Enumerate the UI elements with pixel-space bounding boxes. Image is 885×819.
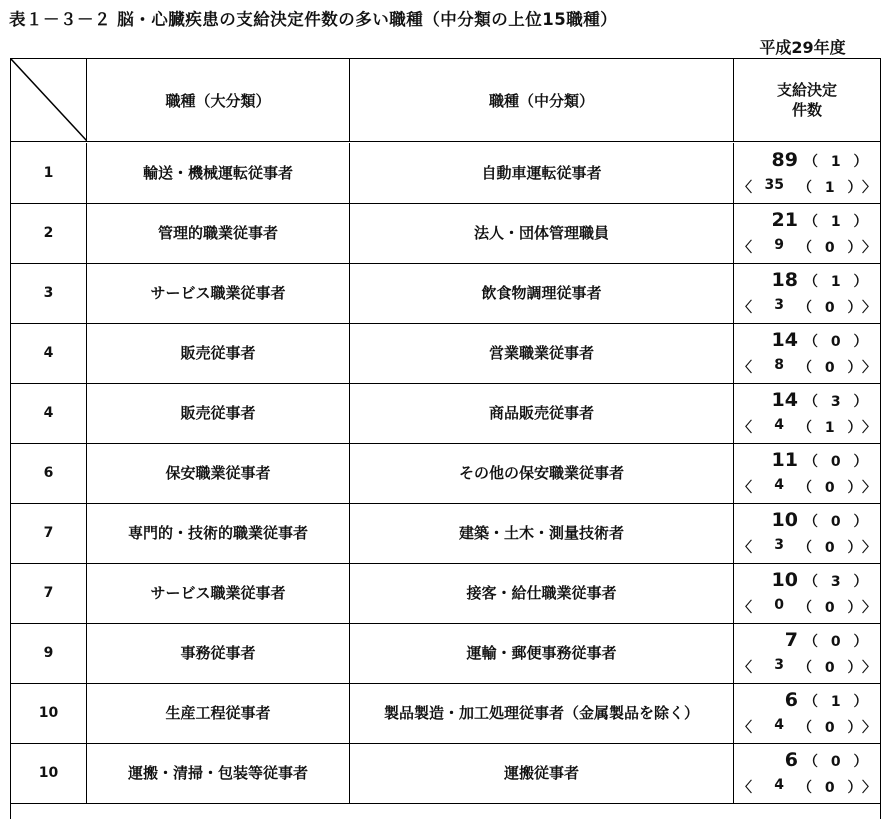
major-category-cell [87,503,350,563]
angle-bracket-close: 〉 [862,179,876,196]
count-cell [734,323,880,383]
rank-value: 3 [43,284,54,301]
count-total: 10 [771,568,798,591]
middle-category-cell [350,563,734,623]
middle-category-value: 製品製造・加工処理従事者（金属製品を除く） [383,704,699,722]
middle-category-cell [350,683,734,743]
table-title: 表１－３－２ 脳・心臓疾患の支給決定件数の多い職種（中分類の上位15職種） [9,10,618,29]
table-row [11,143,880,204]
angle-bracket-open: 〈 [738,539,752,556]
middle-category-cell [350,623,734,683]
middle-category-cell [350,263,734,323]
rank-value: 2 [43,224,54,241]
header-major-category: 職種（大分類） [87,59,350,141]
angle-bracket-close: 〉 [862,239,876,256]
major-category-cell [87,743,350,803]
angle-bracket-open: 〈 [738,239,752,256]
rank-value: 9 [43,644,54,661]
count-sub: 35 [764,176,784,193]
count-total-line [754,389,872,411]
major-category-cell [87,563,350,623]
count-total: 18 [771,268,798,291]
rank-cell [11,203,87,263]
middle-category-value: 営業職業従事者 [488,344,594,362]
table-row [11,263,880,324]
count-cell [734,623,880,683]
major-category-cell [87,203,350,263]
count-total-line [754,749,872,771]
count-sub-paren: （ 1 ） [798,179,866,196]
count-total: 11 [771,448,798,471]
count-total-paren: （ 1 ） [804,213,872,230]
count-sub-paren: （ 0 ） [798,719,866,736]
rank-cell [11,323,87,383]
middle-category-cell [350,443,734,503]
count-total: 14 [771,388,798,411]
rank-cell [11,503,87,563]
count-sub-line [734,597,880,617]
angle-bracket-open: 〈 [738,659,752,676]
fiscal-year-label: 平成29年度 [759,38,846,57]
major-category-cell [87,683,350,743]
count-sub-paren: （ 0 ） [798,539,866,556]
count-total-paren: （ 3 ） [804,393,872,410]
count-sub-line [734,657,880,677]
count-total: 10 [771,508,798,531]
middle-category-cell [350,383,734,443]
count-total-paren: （ 1 ） [804,273,872,290]
count-total-line [754,269,872,291]
middle-category-cell [350,203,734,263]
count-sub-line [734,417,880,437]
diagonal-line [11,59,87,141]
count-total-line [754,509,872,531]
middle-category-value: 運輸・郵便事務従事者 [466,644,617,662]
count-sub-paren: （ 0 ） [798,479,866,496]
count-total: 21 [771,208,798,231]
major-category-value: 運搬・清掃・包装等従事者 [127,764,308,782]
major-category-cell [87,443,350,503]
middle-category-cell [350,323,734,383]
table-row [11,323,880,384]
count-total-paren: （ 0 ） [804,513,872,530]
middle-category-value: 自動車運転従事者 [481,164,602,182]
angle-bracket-close: 〉 [862,779,876,796]
rank-value: 1 [43,164,54,181]
middle-category-value: 飲食物調理従事者 [481,284,602,302]
count-cell [734,503,880,563]
header-corner-cell [11,59,87,141]
count-cell [734,563,880,623]
count-sub-paren: （ 0 ） [798,599,866,616]
major-category-value: 生産工程従事者 [165,704,271,722]
count-total: 89 [771,148,798,171]
table-row [11,563,880,624]
middle-category-value: 運搬従事者 [503,764,579,782]
count-sub-paren: （ 0 ） [798,239,866,256]
count-cell [734,743,880,803]
major-category-value: サービス職業従事者 [150,584,286,602]
angle-bracket-open: 〈 [738,299,752,316]
angle-bracket-open: 〈 [738,479,752,496]
count-total-paren: （ 0 ） [804,453,872,470]
header-count-line2: 件数 [791,101,822,119]
count-total-line [754,449,872,471]
major-category-value: 保安職業従事者 [165,464,271,482]
count-sub: 3 [774,536,784,553]
rank-cell [11,383,87,443]
count-total-line [754,569,872,591]
major-category-cell [87,383,350,443]
count-cell [734,443,880,503]
angle-bracket-close: 〉 [862,479,876,496]
angle-bracket-open: 〈 [738,419,752,436]
count-sub-paren: （ 0 ） [798,359,866,376]
rank-cell [11,623,87,683]
rank-cell [11,443,87,503]
angle-bracket-close: 〉 [862,719,876,736]
middle-category-value: 商品販売従事者 [488,404,594,422]
major-category-cell [87,623,350,683]
major-category-value: 販売従事者 [180,404,256,422]
header-middle-category: 職種（中分類） [350,59,734,141]
count-total-paren: （ 1 ） [804,693,872,710]
angle-bracket-close: 〉 [862,299,876,316]
count-sub-line [734,297,880,317]
rank-value: 4 [43,344,54,361]
count-cell [734,203,880,263]
table-row [11,443,880,504]
middle-category-cell [350,503,734,563]
count-sub: 8 [774,356,784,373]
count-sub-line [734,357,880,377]
count-total: 14 [771,328,798,351]
count-sub: 9 [774,236,784,253]
middle-category-value: 建築・土木・測量技術者 [458,524,624,542]
major-category-value: サービス職業従事者 [150,284,286,302]
count-sub: 4 [774,776,784,793]
angle-bracket-close: 〉 [862,359,876,376]
count-sub: 0 [774,596,784,613]
count-sub: 4 [774,716,784,733]
count-total-paren: （ 0 ） [804,633,872,650]
header-count-line1: 支給決定 [776,81,837,99]
major-category-value: 輸送・機械運転従事者 [142,164,293,182]
count-total-line [754,329,872,351]
rank-value: 10 [38,764,59,781]
angle-bracket-open: 〈 [738,179,752,196]
count-sub-line [734,477,880,497]
count-total: 6 [784,688,798,711]
major-category-cell [87,323,350,383]
angle-bracket-open: 〈 [738,719,752,736]
count-sub-line [734,177,880,197]
count-sub-line [734,537,880,557]
count-cell [734,263,880,323]
count-sub-line [734,237,880,257]
angle-bracket-open: 〈 [738,359,752,376]
count-sub: 3 [774,656,784,673]
angle-bracket-close: 〉 [862,419,876,436]
major-category-value: 事務従事者 [180,644,256,662]
middle-category-value: その他の保安職業従事者 [458,464,624,482]
count-total-paren: （ 1 ） [804,153,872,170]
table-header-row [11,59,880,142]
rank-cell [11,743,87,803]
table-row [11,503,880,564]
count-total-line [754,209,872,231]
count-total-paren: （ 3 ） [804,573,872,590]
count-sub: 4 [774,416,784,433]
middle-category-cell [350,743,734,803]
count-sub-paren: （ 0 ） [798,659,866,676]
table-row [11,623,880,684]
count-total-line [754,149,872,171]
count-total-paren: （ 0 ） [804,333,872,350]
middle-category-value: 法人・団体管理職員 [473,224,609,242]
middle-category-value: 接客・給仕職業従事者 [466,584,617,602]
rank-cell [11,563,87,623]
major-category-value: 管理的職業従事者 [157,224,278,242]
angle-bracket-open: 〈 [738,599,752,616]
count-total: 7 [784,628,798,651]
count-sub: 4 [774,476,784,493]
rank-value: 7 [43,584,54,601]
middle-category-cell [350,143,734,203]
count-sub-line [734,777,880,797]
table-row [11,743,880,804]
count-total: 6 [784,748,798,771]
rank-value: 10 [38,704,59,721]
angle-bracket-close: 〉 [862,539,876,556]
count-total-line [754,629,872,651]
count-sub: 3 [774,296,784,313]
major-category-cell [87,263,350,323]
rank-cell [11,683,87,743]
count-cell [734,383,880,443]
angle-bracket-close: 〉 [862,659,876,676]
major-category-value: 専門的・技術的職業従事者 [127,524,308,542]
table-row [11,383,880,444]
rank-value: 4 [43,404,54,421]
count-sub-paren: （ 0 ） [798,299,866,316]
rank-value: 6 [43,464,54,481]
angle-bracket-close: 〉 [862,599,876,616]
count-total-paren: （ 0 ） [804,753,872,770]
angle-bracket-open: 〈 [738,779,752,796]
count-sub-paren: （ 1 ） [798,419,866,436]
count-cell [734,683,880,743]
rank-cell [11,263,87,323]
major-category-value: 販売従事者 [180,344,256,362]
table-row [11,203,880,264]
count-sub-paren: （ 0 ） [798,779,866,796]
header-count [734,59,880,141]
count-cell [734,143,880,203]
rank-cell [11,143,87,203]
rank-value: 7 [43,524,54,541]
major-category-cell [87,143,350,203]
count-total-line [754,689,872,711]
table-row [11,683,880,744]
occupation-table [10,58,881,819]
count-sub-line [734,717,880,737]
